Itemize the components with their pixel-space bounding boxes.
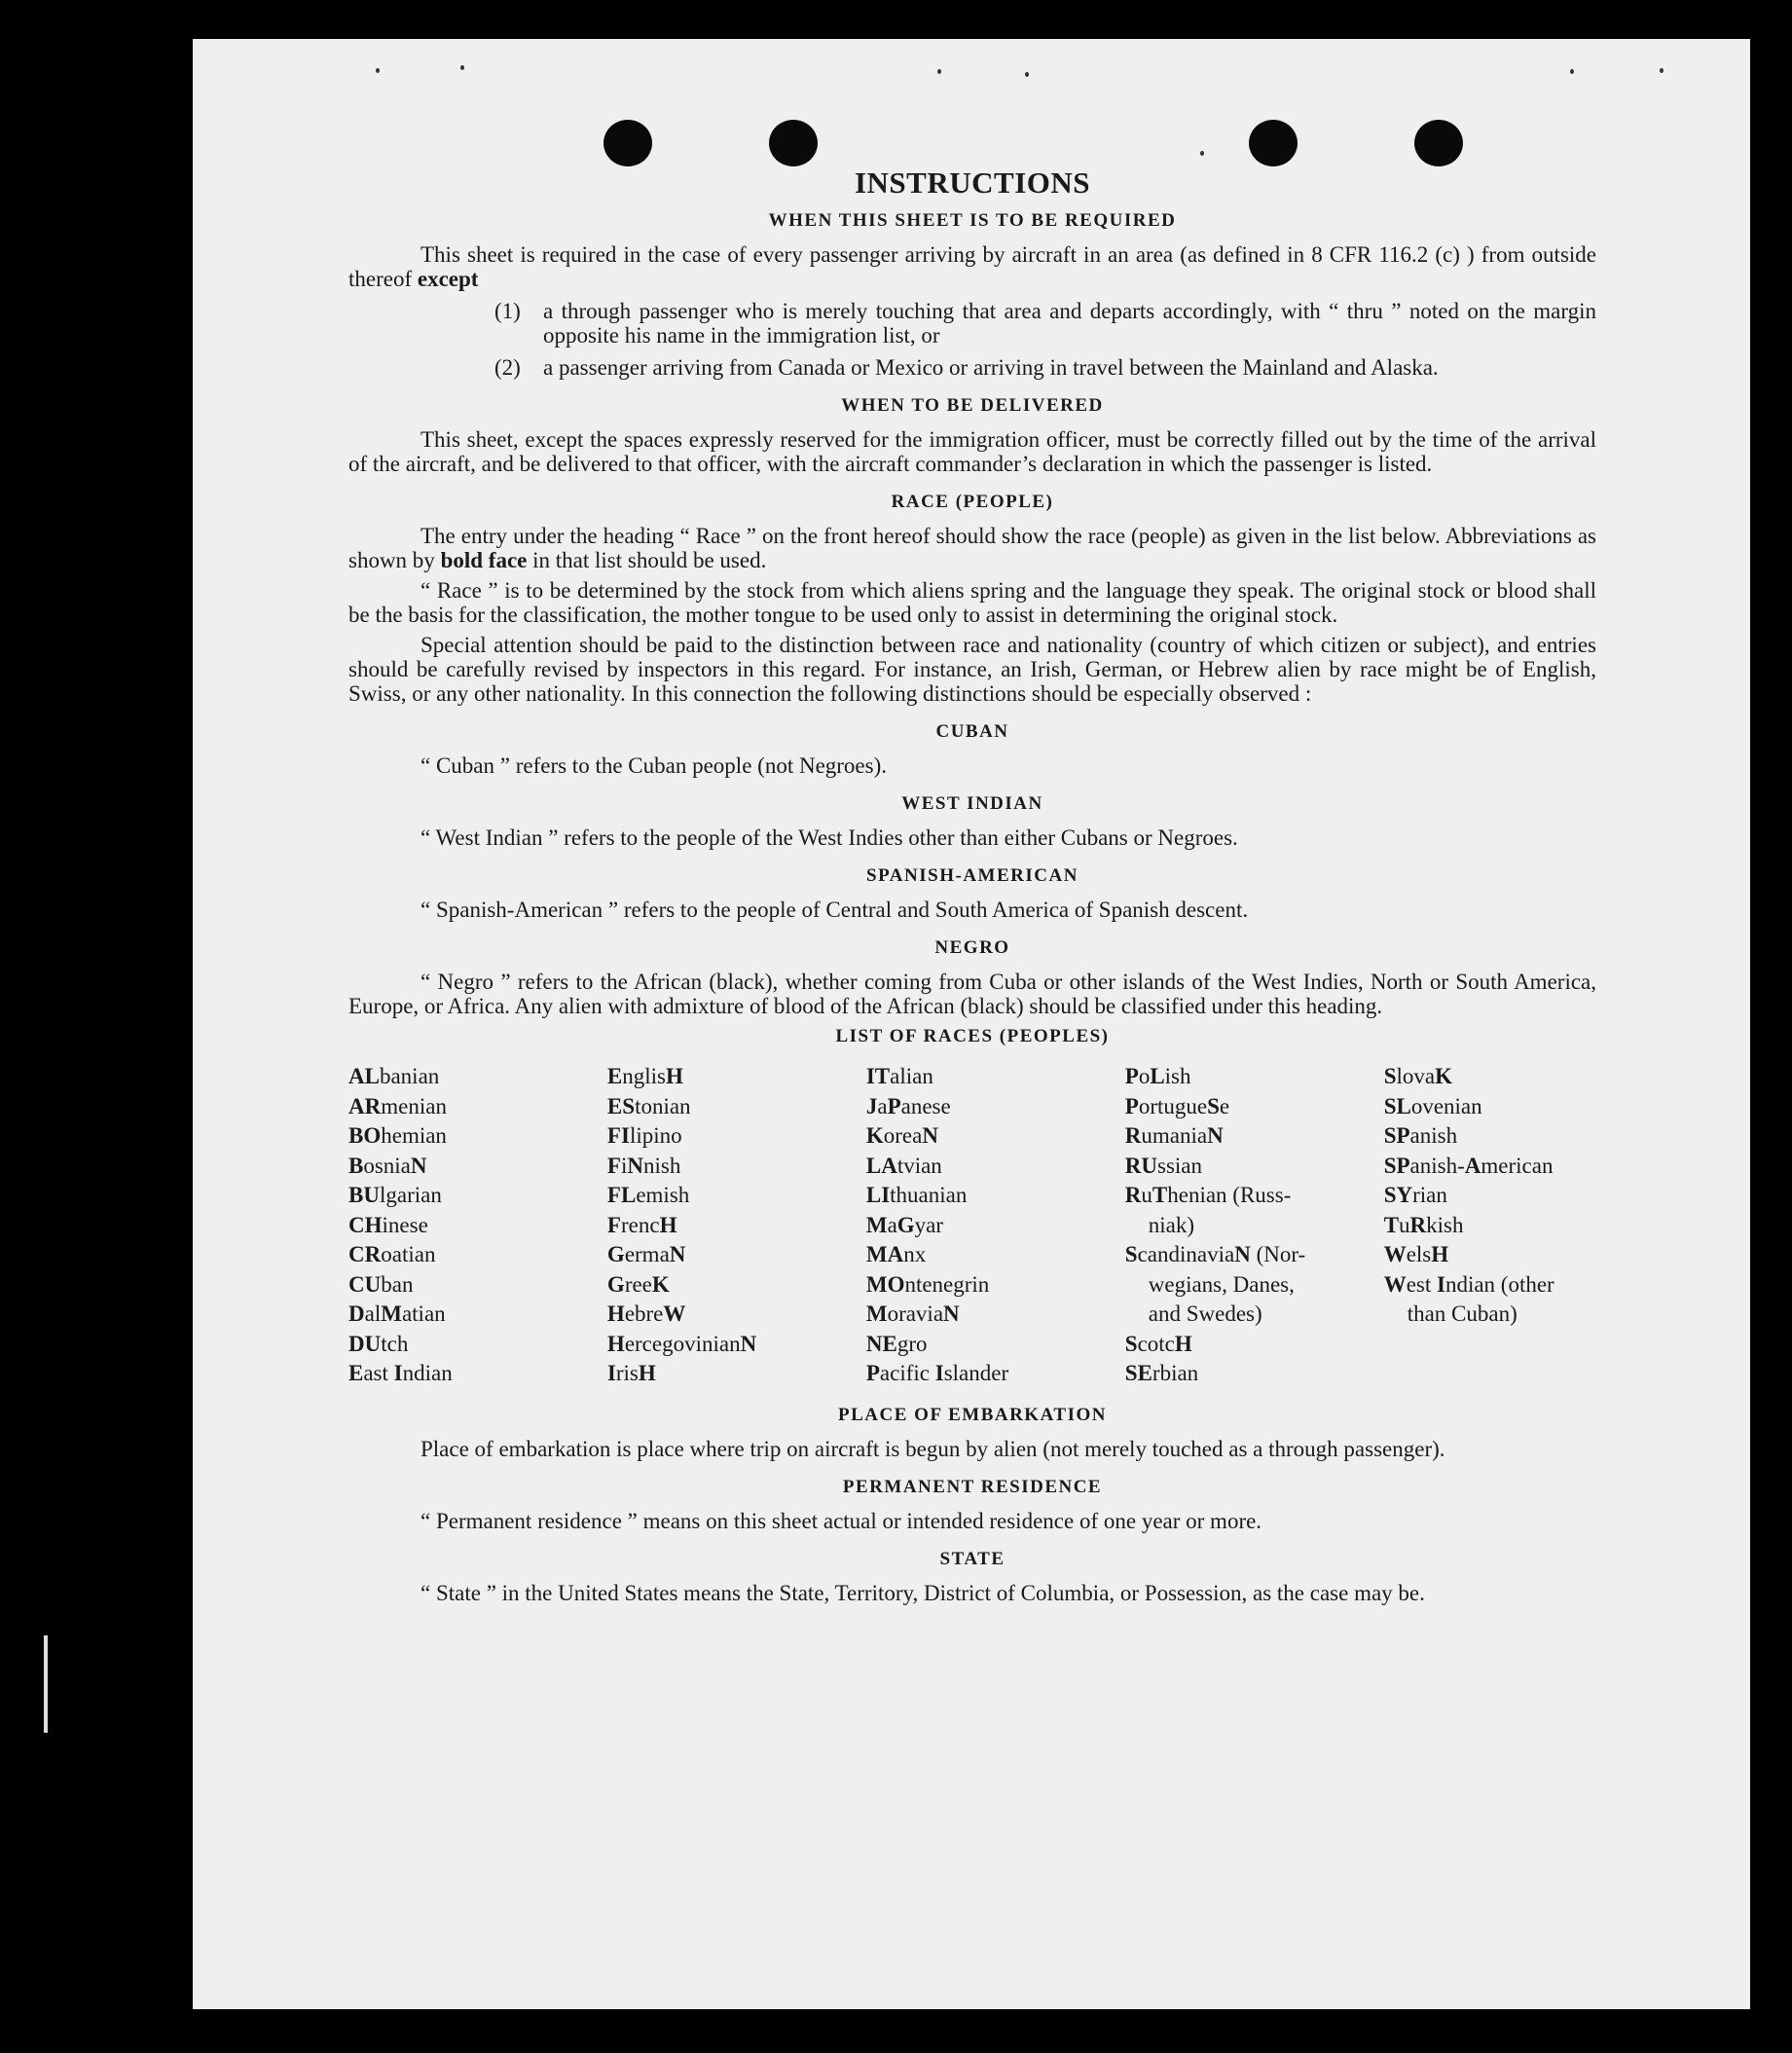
list-item: (1) a through passenger who is merely touching that area and departs accordingly, with “ thru ” noted on the margin opposite his name in the immigration list, or <box>494 299 1596 348</box>
race-entry: than Cuban) <box>1407 1301 1518 1326</box>
punch-hole <box>769 120 818 166</box>
races-column <box>348 1062 607 1389</box>
race-entry: wegians, Danes, <box>1148 1271 1295 1297</box>
punch-hole <box>603 120 652 166</box>
race-entry: DalMatian <box>348 1301 446 1326</box>
race-entry: CRoatian <box>348 1242 436 1266</box>
races-column <box>866 1062 1125 1389</box>
speck <box>460 65 464 70</box>
page-title: INSTRUCTIONS <box>854 165 1090 200</box>
race-entry: WelsH <box>1383 1242 1449 1266</box>
race-entry: and Swedes) <box>1148 1301 1262 1326</box>
race-entry: NEgro <box>865 1331 928 1356</box>
race-entry: SPanish <box>1383 1123 1458 1148</box>
race-entry: FrencH <box>606 1212 677 1237</box>
required-intro: This sheet is required in the case of every passenger arriving by aircraft in an area (as defined in 8 CFR 116.2 (c) ) from outside thereof except <box>348 242 1596 291</box>
races-column <box>607 1062 866 1389</box>
race-entry: IrisH <box>606 1361 656 1385</box>
race-entry: EStonian <box>606 1093 691 1118</box>
race-entry: BUlgarian <box>348 1183 442 1207</box>
section-heading-required: WHEN THIS SHEET IS TO BE REQUIRED <box>768 210 1177 231</box>
state-text: “ State ” in the United States means the State, Territory, District of Columbia, or Possession, as the case may be. <box>421 1580 1425 1605</box>
race-entry: ScotcH <box>1124 1331 1192 1356</box>
race-entry: DUtch <box>348 1331 409 1356</box>
residence-text: “ Permanent residence ” means on this sheet actual or intended residence of one year or more. <box>421 1508 1262 1533</box>
race-entry: niak) <box>1148 1212 1195 1237</box>
race-entry: MaGyar <box>865 1212 944 1237</box>
race-entry: LAtvian <box>865 1153 942 1178</box>
race-entry: MOntenegrin <box>865 1271 990 1297</box>
race-entry: ScandinaviaN (Nor- <box>1124 1242 1306 1266</box>
race-entry: LIthuanian <box>865 1183 968 1207</box>
race-entry: CHinese <box>348 1212 428 1237</box>
section-heading-delivered: WHEN TO BE DELIVERED <box>841 395 1104 416</box>
race-entry: EnglisH <box>606 1064 683 1088</box>
section-heading-spanish-american: SPANISH-AMERICAN <box>866 865 1079 886</box>
race-entry: MoraviaN <box>865 1301 960 1326</box>
race-entry: BosniaN <box>348 1153 427 1178</box>
race-entry: FIlipino <box>606 1123 682 1148</box>
race-entry: ITalian <box>865 1064 933 1088</box>
section-heading-negro: NEGRO <box>934 937 1010 958</box>
race-entry: SlovaK <box>1383 1064 1452 1088</box>
races-list <box>348 1062 1596 1389</box>
section-heading-state: STATE <box>939 1548 1006 1569</box>
speck <box>1025 72 1029 77</box>
punch-hole <box>1414 120 1463 166</box>
race-entry: RuThenian (Russ- <box>1124 1183 1292 1207</box>
delivered-text: This sheet, except the spaces expressly reserved for the immigration officer, must be correctly filled out by the time of the arrival of the aircraft, and be delivered to that officer, with the aircraft commander’s declaration in which the passenger is listed. <box>348 427 1596 476</box>
race-paragraph-3: Special attention should be paid to the distinction between race and nationality (country of which citizen or subject), and entries should be carefully revised by inspectors in this regard. For instance, an Irish, German, or Hebrew alien by race might be of English, Swiss, or any other nationality. In this connection the following distinctions should be especially observed : <box>348 633 1596 706</box>
race-entry: GermaN <box>606 1242 686 1266</box>
race-entry: BOhemian <box>348 1123 447 1148</box>
race-entry: Pacific Islander <box>865 1361 1009 1385</box>
race-entry: East Indian <box>348 1361 453 1385</box>
race-entry: RUssian <box>1124 1153 1203 1178</box>
west-indian-text: “ West Indian ” refers to the people of the West Indies other than either Cubans or Negroes. <box>421 825 1238 850</box>
race-entry: GreeK <box>606 1271 670 1297</box>
speck <box>1570 69 1574 74</box>
race-entry: RumaniaN <box>1124 1123 1224 1148</box>
speck <box>1660 68 1664 73</box>
race-entry: SPanish-American <box>1383 1153 1554 1178</box>
race-entry: SLovenian <box>1383 1093 1482 1118</box>
race-entry: JaPanese <box>865 1093 951 1118</box>
race-entry: CUban <box>348 1271 414 1297</box>
speck <box>376 68 380 73</box>
embarkation-text: Place of embarkation is place where trip on aircraft is begun by alien (not merely touched as a through passenger). <box>421 1436 1445 1461</box>
section-heading-race: RACE (PEOPLE) <box>891 492 1054 512</box>
spanish-american-text: “ Spanish-American ” refers to the people of Central and South America of Spanish descent. <box>421 898 1249 922</box>
negro-text: “ Negro ” refers to the African (black), whether coming from Cuba or other islands of the West Indies, North or South America, Europe, or Africa. Any alien with admixture of blood of the African (black) should be classified under this heading. <box>348 970 1596 1018</box>
race-entry: SYrian <box>1383 1183 1447 1207</box>
race-paragraph-1: The entry under the heading “ Race ” on the front hereof should show the race (people) as given in the list below. Abbreviations as shown by bold face in that list should be used. <box>348 524 1596 572</box>
section-heading-embarkation: PLACE OF EMBARKATION <box>838 1404 1107 1425</box>
race-entry: HercegovinianN <box>606 1331 757 1356</box>
race-entry: HebreW <box>606 1301 686 1326</box>
race-entry: PoLish <box>1124 1064 1191 1088</box>
speck <box>937 69 941 74</box>
race-entry: FiNnish <box>606 1153 681 1178</box>
race-entry: ALbanian <box>348 1064 440 1088</box>
race-entry: TuRkish <box>1383 1212 1464 1237</box>
cuban-text: “ Cuban ” refers to the Cuban people (not Negroes). <box>421 753 888 778</box>
race-entry: FLemish <box>606 1183 690 1207</box>
speck <box>1200 151 1204 156</box>
scan-edge-mark <box>44 1635 48 1733</box>
race-entry: KoreaN <box>865 1123 938 1148</box>
race-paragraph-2: “ Race ” is to be determined by the stock from which aliens spring and the language they speak. The original stock or blood shall be the basis for the classification, the mother tongue to be used only to assist in determining the original stock. <box>348 578 1596 627</box>
section-heading-cuban: CUBAN <box>935 721 1009 742</box>
section-heading-list: LIST OF RACES (PEOPLES) <box>835 1026 1110 1046</box>
section-heading-west-indian: WEST INDIAN <box>901 793 1043 814</box>
race-entry: MAnx <box>865 1242 927 1266</box>
race-entry: SErbian <box>1124 1361 1199 1385</box>
race-entry: West Indian (other <box>1383 1271 1554 1297</box>
section-heading-residence: PERMANENT RESIDENCE <box>842 1476 1103 1497</box>
list-item: (2) a passenger arriving from Canada or Mexico or arriving in travel between the Mainland and Alaska. <box>494 355 1439 380</box>
races-column <box>1125 1062 1384 1389</box>
punch-hole <box>1249 120 1298 166</box>
race-entry: PortugueSe <box>1124 1093 1230 1118</box>
races-column <box>1384 1062 1596 1389</box>
instructions-content <box>348 165 1596 1611</box>
race-entry: ARmenian <box>348 1093 447 1118</box>
